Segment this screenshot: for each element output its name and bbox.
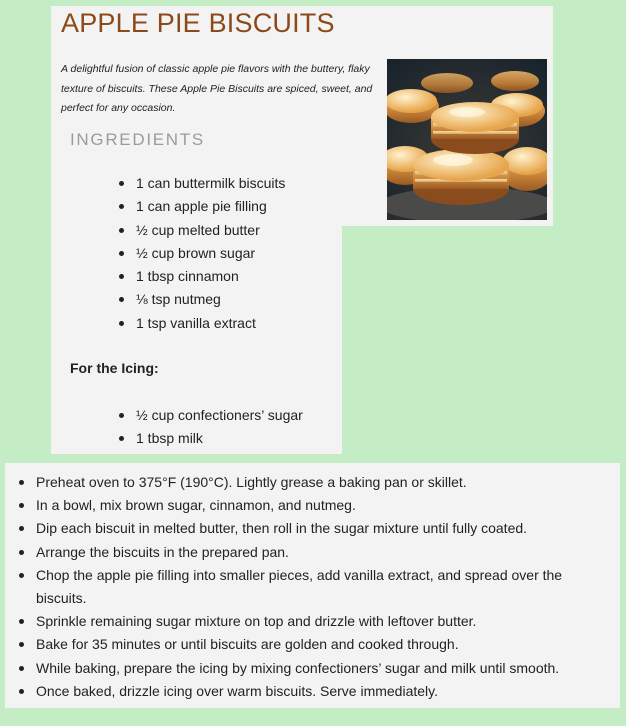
ingredients-heading: INGREDIENTS bbox=[70, 130, 205, 149]
ingredient-item: ½ cup brown sugar bbox=[117, 242, 285, 265]
icing-item: 1 tbsp milk bbox=[117, 427, 303, 450]
recipe-title: APPLE PIE BISCUITS bbox=[61, 8, 335, 38]
ingredient-item: 1 can apple pie filling bbox=[117, 195, 285, 218]
instruction-step: Sprinkle remaining sugar mixture on top and drizzle with leftover butter. bbox=[19, 610, 611, 633]
icing-list bbox=[117, 404, 303, 451]
ingredient-item: ½ cup melted butter bbox=[117, 219, 285, 242]
instruction-step: Bake for 35 minutes or until biscuits are golden and cooked through. bbox=[19, 633, 611, 656]
instruction-step: Chop the apple pie filling into smaller pieces, add vanilla extract, and spread over the biscuits. bbox=[19, 564, 611, 610]
ingredients-list bbox=[117, 172, 285, 335]
icing-heading: For the Icing: bbox=[70, 360, 159, 376]
instruction-step: Once baked, drizzle icing over warm biscuits. Serve immediately. bbox=[19, 680, 611, 703]
instructions-card bbox=[5, 463, 620, 708]
instructions-list bbox=[19, 471, 611, 703]
ingredient-item: 1 tbsp cinnamon bbox=[117, 265, 285, 288]
ingredient-item: 1 can buttermilk biscuits bbox=[117, 172, 285, 195]
instruction-step: Dip each biscuit in melted butter, then roll in the sugar mixture until fully coated. bbox=[19, 517, 611, 540]
icing-item: ½ cup confectioners’ sugar bbox=[117, 404, 303, 427]
instruction-step: In a bowl, mix brown sugar, cinnamon, and nutmeg. bbox=[19, 494, 611, 517]
recipe-intro: A delightful fusion of classic apple pie flavors with the buttery, flaky texture of biscuits. These Apple Pie Biscuits are spiced, sweet, and perfect for any occasion. bbox=[61, 63, 373, 114]
ingredient-item: ⅛ tsp nutmeg bbox=[117, 288, 285, 311]
ingredient-item: 1 tsp vanilla extract bbox=[117, 312, 285, 335]
apple-pie-biscuits-photo bbox=[387, 59, 547, 220]
instruction-step: Arrange the biscuits in the prepared pan. bbox=[19, 541, 611, 564]
instruction-step: Preheat oven to 375°F (190°C). Lightly grease a baking pan or skillet. bbox=[19, 471, 611, 494]
instruction-step: While baking, prepare the icing by mixing confectioners’ sugar and milk until smooth. bbox=[19, 657, 611, 680]
